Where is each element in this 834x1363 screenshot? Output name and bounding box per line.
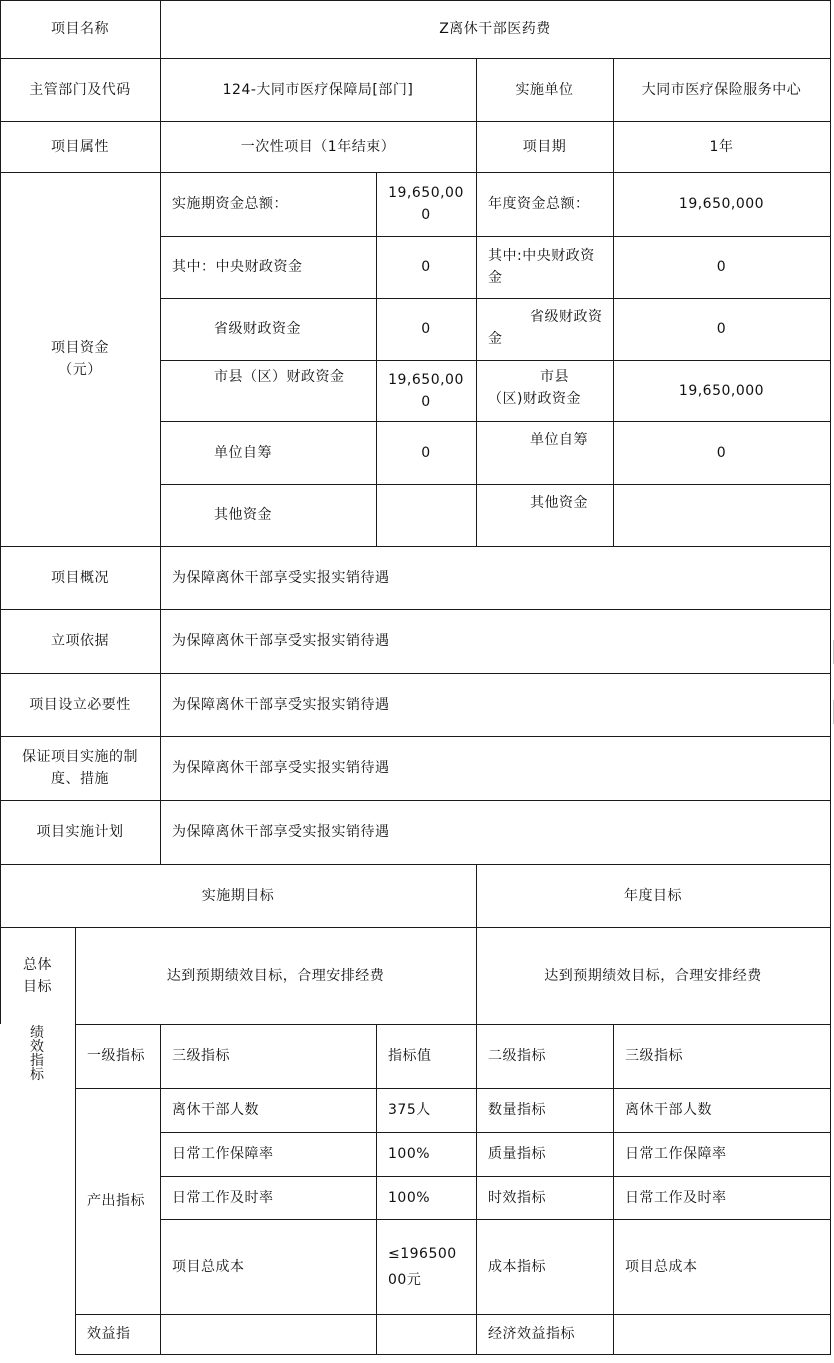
fund-total-annual-value: 19,650,000 <box>678 196 765 212</box>
fund-self-label-annual: 单位自筹 <box>530 432 588 448</box>
funds-unit: （元） <box>58 362 102 378</box>
fund-total-period-label: 实施期资金总额： <box>172 196 288 212</box>
necessity-value: 为保障离休干部享受实报实销待遇 <box>172 696 390 713</box>
indicator-row-level3: 日常工作保障率 <box>172 1146 274 1162</box>
fund-provincial-value-annual: 0 <box>716 321 727 337</box>
period-label: 项目期 <box>522 138 567 155</box>
indicator-row-level3-annual: 项目总成本 <box>625 1258 698 1275</box>
indicator-row-value: 375人 <box>388 1102 431 1118</box>
indicator-row-level3: 项目总成本 <box>172 1258 245 1275</box>
fund-total-period-value: 19,650,000 <box>388 185 464 223</box>
fund-other-label: 其他资金 <box>214 507 272 523</box>
indicator-row-level3-annual <box>613 1314 830 1354</box>
necessity-label: 项目设立必要性 <box>29 696 131 713</box>
indicator-row-level3: 日常工作及时率 <box>172 1189 274 1206</box>
summary-label: 项目概况 <box>51 569 109 586</box>
fund-self-value-annual: 0 <box>716 444 727 461</box>
measures-label: 保证项目实施的制度、措施 <box>22 749 138 787</box>
fund-total-annual-label: 年度资金总额： <box>488 196 590 212</box>
level2-header: 二级指标 <box>488 1048 546 1064</box>
period-value: 1年 <box>709 138 734 155</box>
goals-annual-header: 年度目标 <box>624 887 682 904</box>
fund-central-value-annual: 0 <box>716 259 727 275</box>
indicator-row-value: ≤19650000元 <box>388 1245 457 1288</box>
impl-unit-label: 实施单位 <box>515 81 574 98</box>
basis-label: 立项依据 <box>51 633 109 649</box>
indicator-row-level2: 质量指标 <box>488 1146 546 1162</box>
dept-label: 主管部门及代码 <box>29 81 131 98</box>
dept-value: 124-大同市医疗保障局[部门] <box>222 81 414 98</box>
plan-label: 项目实施计划 <box>36 824 124 840</box>
fund-provincial-value: 0 <box>421 321 431 337</box>
funds-label-cell <box>0 172 160 546</box>
fund-city-label-annual: 市县（区)财政资金 <box>488 369 581 407</box>
indicator-row-level2: 经济效益指标 <box>488 1326 575 1342</box>
indicator-row-level3: 离休干部人数 <box>172 1102 259 1118</box>
fund-provincial-label-annual: 省级财政资金 <box>488 309 603 347</box>
fund-self-label: 单位自筹 <box>214 444 272 461</box>
summary-value: 为保障离休干部享受实报实销待遇 <box>172 569 390 586</box>
level3-header: 三级指标 <box>172 1048 230 1064</box>
fund-city-label: 市县（区）财政资金 <box>214 369 345 385</box>
measures-value: 为保障离休干部享受实报实销待遇 <box>172 760 390 776</box>
attr-value: 一次性项目（1年结束） <box>240 138 396 155</box>
fund-other-value-annual <box>613 484 830 546</box>
level1-header: 一级指标 <box>87 1048 145 1064</box>
funds-label: 项目资金 <box>51 340 109 356</box>
project-name-value: Z离休干部医药费 <box>439 21 551 37</box>
indicator-row-level2: 成本指标 <box>488 1258 546 1275</box>
goals-period-header: 实施期目标 <box>201 887 275 904</box>
indicator-row-level2: 时效指标 <box>488 1189 546 1206</box>
fund-city-value: 19,650,000 <box>388 371 464 410</box>
fund-provincial-label: 省级财政资金 <box>214 321 301 337</box>
overall-goal-label: 总体目标 <box>23 956 52 995</box>
level3-header-annual: 三级指标 <box>625 1048 683 1064</box>
indicator-row-value: 100% <box>388 1146 431 1162</box>
value-header: 指标值 <box>388 1048 432 1064</box>
project-name-label: 项目名称 <box>51 21 109 37</box>
fund-central-label: 其中：中央财政资金 <box>172 259 303 275</box>
indicator-row-value: 100% <box>388 1189 431 1206</box>
indicator-row-level2: 数量指标 <box>488 1102 546 1118</box>
indicator-row-level3 <box>160 1314 376 1354</box>
overall-goal-annual: 达到预期绩效目标，合理安排经费 <box>544 967 762 984</box>
attr-label: 项目属性 <box>51 138 109 155</box>
basis-value: 为保障离休干部享受实报实销待遇 <box>172 633 390 649</box>
output-label: 产出指标 <box>87 1193 145 1209</box>
fund-other-label-annual: 其他资金 <box>530 495 588 511</box>
plan-value: 为保障离休干部享受实报实销待遇 <box>172 824 390 840</box>
indicator-row-level3-annual: 日常工作及时率 <box>625 1189 727 1206</box>
fund-self-value: 0 <box>421 444 431 461</box>
fund-central-label-annual: 其中:中央财政资金 <box>488 248 595 286</box>
indicators-side-label: 绩效指标 <box>30 1025 44 1083</box>
benefit-label: 效益指 <box>87 1326 131 1342</box>
indicator-row-level3-annual: 离休干部人数 <box>625 1102 712 1118</box>
indicator-row-value <box>376 1314 476 1354</box>
impl-unit-value: 大同市医疗保险服务中心 <box>641 81 802 98</box>
fund-city-value-annual: 19,650,000 <box>678 382 765 399</box>
overall-goal-period: 达到预期绩效目标，合理安排经费 <box>166 967 385 984</box>
indicator-row-level3-annual: 日常工作保障率 <box>625 1146 727 1162</box>
fund-other-value <box>376 484 476 546</box>
fund-central-value: 0 <box>421 259 431 275</box>
